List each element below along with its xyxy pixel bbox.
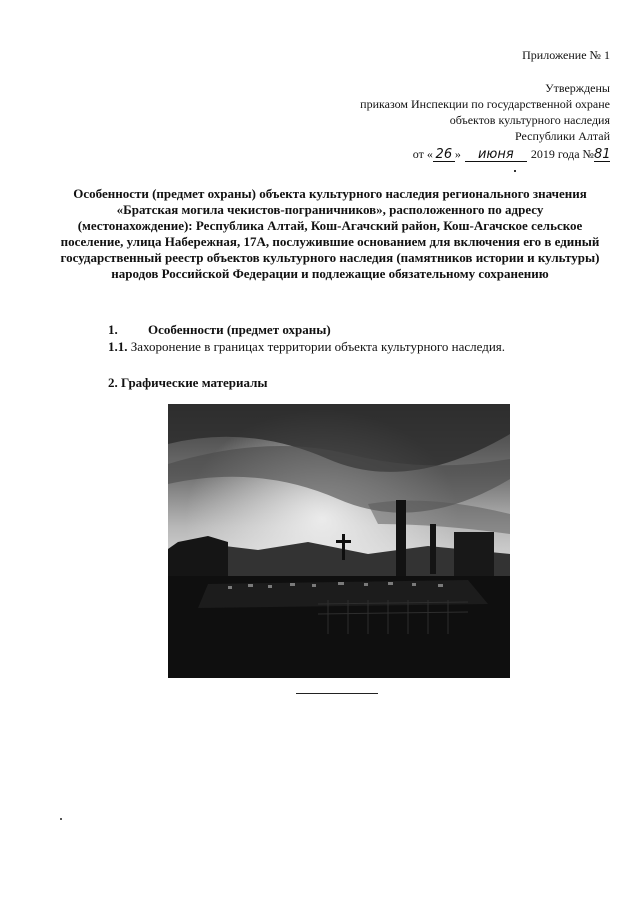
section-1-title: Особенности (предмет охраны) xyxy=(148,322,331,337)
document-title: Особенности (предмет охраны) объекта культурного наследия регионального значения «Братская могила чекистов-пограничников», расположенного по адресу (местонахождение): Республика Алтай, Кош-Агачский район, Кош-Агачское сельское поселение, улица Набережная, 17А, послужившие основанием для включения его в единый государственный реестр объектов культурного наследия (памятников истории и культуры) народов Российской Федерации и подлежащие обязательному сохранению xyxy=(60,186,600,281)
memorial-photo-image xyxy=(168,404,510,678)
memorial-photo xyxy=(168,404,510,678)
item-1-1-number: 1.1. xyxy=(108,339,128,354)
section-1-heading xyxy=(108,322,331,338)
approval-line: приказом Инспекции по государственной охране xyxy=(360,97,610,111)
section-2-heading: 2. Графические материалы xyxy=(108,375,268,390)
item-1-1-text: Захоронение в границах территории объекта культурного наследия. xyxy=(127,339,506,354)
separator-rule xyxy=(296,693,378,694)
handwritten-day: 26 xyxy=(433,148,455,162)
approval-block xyxy=(360,80,610,162)
item-1-1 xyxy=(108,339,505,355)
date-mid: » xyxy=(454,147,461,161)
handwritten-month: июня xyxy=(465,148,527,162)
date-prefix: от « xyxy=(412,147,433,161)
appendix-label: Приложение № 1 xyxy=(522,48,610,62)
section-1-number: 1. xyxy=(108,322,118,337)
date-year: 2019 года № xyxy=(530,147,594,161)
scan-dot xyxy=(60,818,62,820)
approval-line: объектов культурного наследия xyxy=(449,113,610,127)
order-date-line xyxy=(360,146,610,162)
handwritten-order-number: 81 xyxy=(594,147,611,162)
approval-line: Республики Алтай xyxy=(515,129,610,143)
scan-dot xyxy=(514,170,516,172)
approval-line: Утверждены xyxy=(545,81,610,95)
